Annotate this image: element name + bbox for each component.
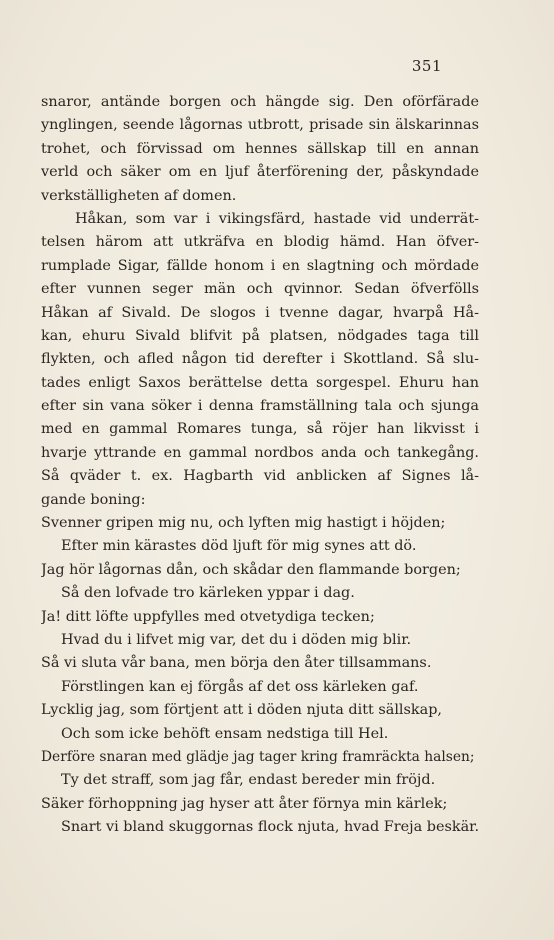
verse-line: Säker förhoppning jag hyser att åter förnya min kärlek; xyxy=(41,795,448,812)
verse-line: Svenner gripen mig nu, och lyften mig hastigt i höjden; xyxy=(41,515,446,532)
prose-line: verkställigheten af domen. xyxy=(41,187,237,204)
verse-line: Snart vi bland skuggornas flock njuta, hvad Freja beskär. xyxy=(61,819,479,836)
prose-line: ynglingen, seende lågornas utbrott, prisade sin älskarinnas xyxy=(41,117,479,134)
verse-line: Ja! ditt löfte uppfylles med otvetydiga tecken; xyxy=(41,608,375,625)
verse-line: Lycklig jag, som förtjent att i döden njuta ditt sällskap, xyxy=(41,702,443,719)
prose-line: Håkan, som var i vikingsfärd, hastade vid underrät- xyxy=(75,210,479,227)
prose-line: verld och säker om en ljuf återförening der, påskyndade xyxy=(41,164,479,181)
body-text xyxy=(41,91,479,840)
verse-line: Ty det straff, som jag får, endast bereder min fröjd. xyxy=(61,772,436,789)
verse-line: Och som icke behöft ensam nedstiga till Hel. xyxy=(61,725,389,742)
prose-line: flykten, och afled någon tid derefter i Skottland. Så slu- xyxy=(41,351,479,368)
verse-line: Så vi sluta vår bana, men börja den åter tillsammans. xyxy=(41,655,432,672)
verse-line: Hvad du i lifvet mig var, det du i döden mig blir. xyxy=(61,631,412,648)
prose-line: med en gammal Romares tunga, så röjer han likvisst i xyxy=(41,421,479,438)
prose-line: gande boning: xyxy=(41,491,146,508)
verse-line: Efter min kärastes död ljuft för mig synes att dö. xyxy=(61,538,417,555)
prose-line: trohet, och förvissad om hennes sällskap till en annan xyxy=(41,140,479,157)
prose-line: Håkan af Sivald. De slogos i tvenne dagar, hvarpå Hå- xyxy=(41,304,479,321)
page-number: 351 xyxy=(411,57,442,75)
prose-line: efter vunnen seger män och qvinnor. Sedan öfverfölls xyxy=(41,281,479,298)
prose-line: Så qväder t. ex. Hagbarth vid anblicken af Signes lå- xyxy=(41,468,479,485)
prose-line: rumplade Sigar, fällde honom i en slagtning och mördade xyxy=(41,257,479,274)
prose-line: kan, ehuru Sivald blifvit på platsen, nödgades taga till xyxy=(41,327,479,344)
verse-line: Så den lofvade tro kärleken yppar i dag. xyxy=(61,585,355,602)
prose-line: hvarje yttrande en gammal nordbos anda och tankegång. xyxy=(41,444,479,461)
verse-line: Jag hör lågornas dån, och skådar den flammande borgen; xyxy=(41,561,461,578)
verse-line: Förstlingen kan ej förgås af det oss kärleken gaf. xyxy=(61,678,419,695)
prose-line: telsen härom att utkräfva en blodig hämd. Han öfver- xyxy=(41,234,479,251)
prose-line: snaror, antände borgen och hängde sig. Den oförfärade xyxy=(41,94,479,110)
verse-line: Derföre snaran med glädje jag tager kring framräckta halsen; xyxy=(41,748,475,765)
prose-line: efter sin vana söker i denna framställning tala och sjunga xyxy=(41,398,479,415)
prose-line: tades enligt Saxos berättelse detta sorgespel. Ehuru han xyxy=(41,374,479,391)
